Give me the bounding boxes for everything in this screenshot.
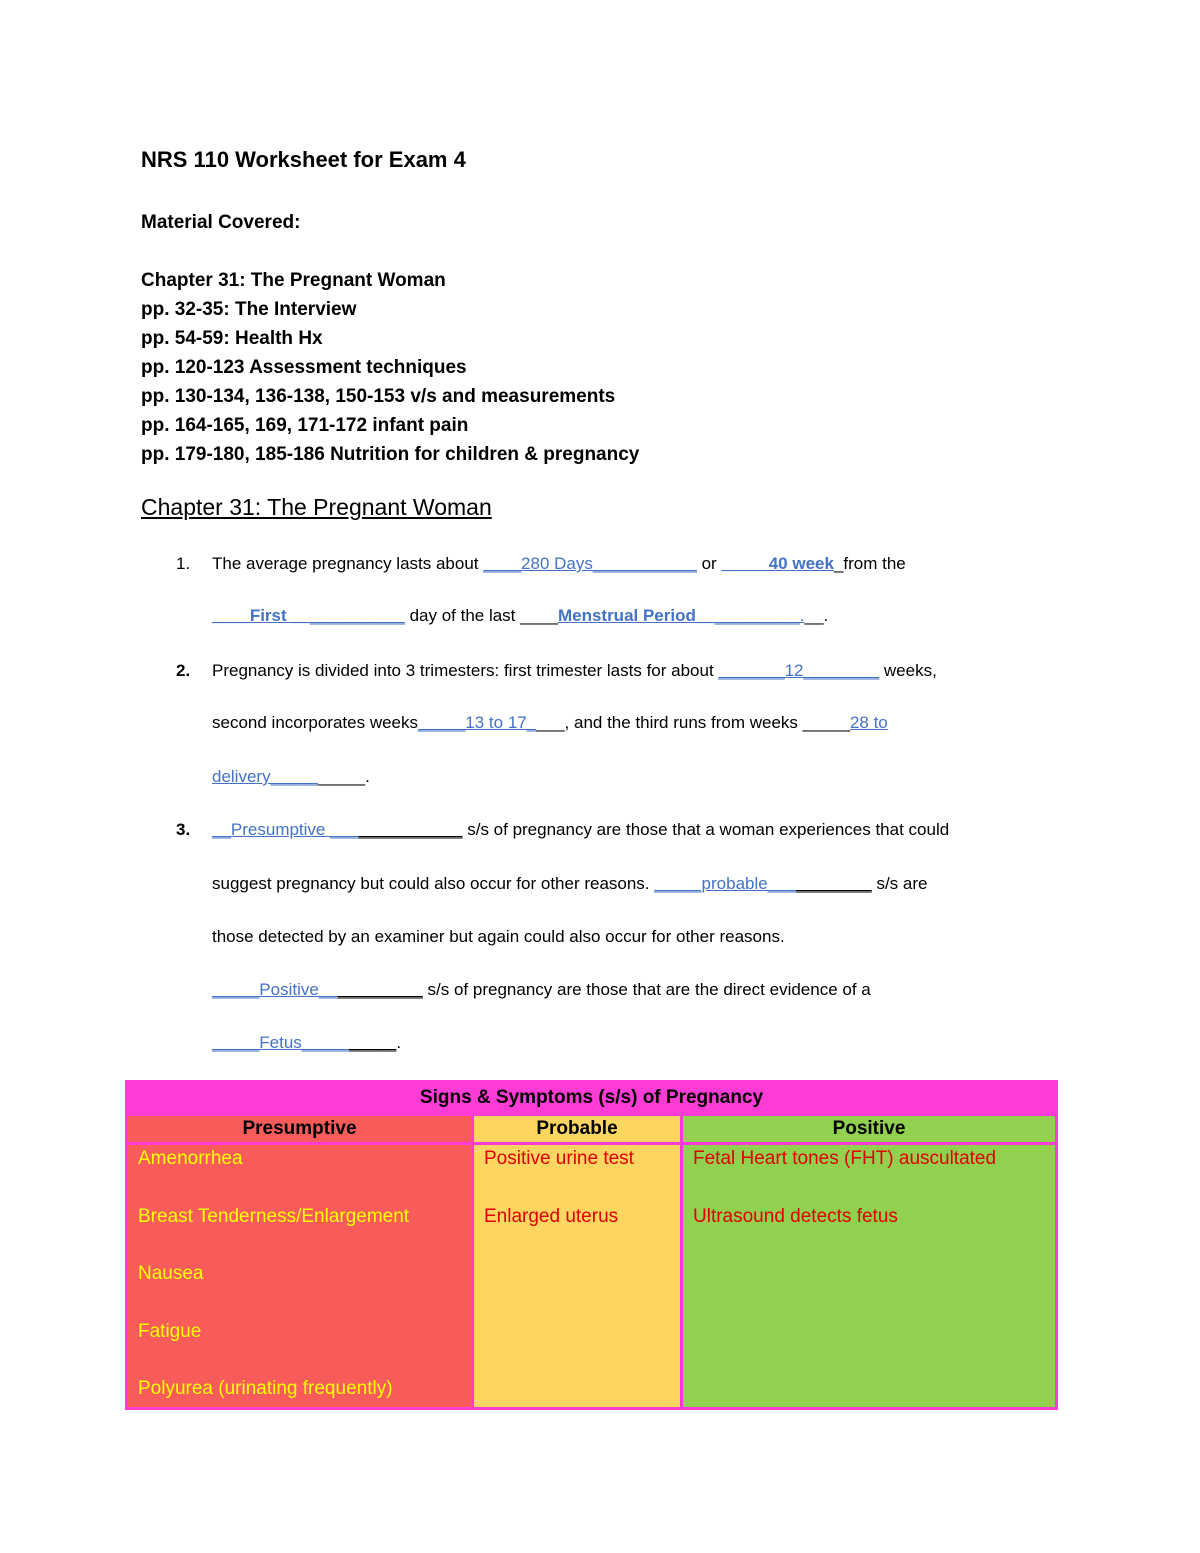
table-title: Signs & Symptoms (s/s) of Pregnancy bbox=[128, 1083, 1055, 1113]
q1-blank-line: _________. bbox=[714, 606, 805, 625]
presumptive-item: Amenorrhea bbox=[138, 1148, 243, 1169]
question-2-line-3 bbox=[212, 767, 370, 787]
q3-answer-probable: _____probable___ bbox=[654, 874, 797, 893]
q2-answer-second-trimester: _____13 to 17_ bbox=[418, 713, 537, 732]
q3-text: s/s of pregnancy are those that a woman experiences that could bbox=[462, 820, 950, 839]
q2-text: Pregnancy is divided into 3 trimesters: first trimester lasts for about bbox=[212, 661, 719, 680]
q3-blank-line: _________ bbox=[337, 980, 423, 999]
material-item: pp. 164-165, 169, 171-172 infant pain bbox=[141, 415, 469, 436]
positive-item: Ultrasound detects fetus bbox=[693, 1205, 898, 1227]
q3-text: . bbox=[396, 1033, 402, 1052]
presumptive-item: Breast Tenderness/Enlargement bbox=[138, 1205, 410, 1227]
positive-cell bbox=[683, 1145, 1055, 1407]
chapter-heading: Chapter 31: The Pregnant Woman bbox=[141, 494, 492, 520]
q1-text: _from the bbox=[833, 554, 906, 573]
material-covered-label: Material Covered: bbox=[141, 212, 301, 233]
presumptive-cell bbox=[128, 1145, 471, 1407]
q1-answer-weeks: _____40 week bbox=[721, 554, 834, 573]
q2-text: _____. bbox=[317, 767, 370, 786]
question-3-line-4 bbox=[212, 980, 871, 1000]
q1-text: The average pregnancy lasts about bbox=[212, 554, 484, 573]
q1-answer-menstrual: Menstrual Period__ bbox=[557, 606, 715, 625]
question-1-number: 1. bbox=[176, 554, 191, 573]
q2-text: ___, and the third runs from weeks _____ bbox=[536, 713, 850, 732]
question-1-line-1 bbox=[212, 554, 906, 574]
question-3-line-3: those detected by an examiner but again could also occur for other reasons. bbox=[212, 927, 785, 946]
question-2-number: 2. bbox=[176, 661, 191, 680]
question-3-line-1 bbox=[212, 820, 949, 840]
presumptive-item: Polyurea (urinating frequently) bbox=[138, 1378, 393, 1399]
material-item: pp. 54-59: Health Hx bbox=[141, 328, 323, 349]
q1-answer-days: ____280 Days___________ bbox=[483, 554, 697, 573]
q3-text: s/s of pregnancy are those that are the direct evidence of a bbox=[422, 980, 871, 999]
material-item: Chapter 31: The Pregnant Woman bbox=[141, 270, 446, 291]
q3-blank-line: ________ bbox=[796, 874, 872, 893]
q1-text: day of the last ____ bbox=[404, 606, 558, 625]
presumptive-item: Nausea bbox=[138, 1263, 204, 1284]
question-2-line-2 bbox=[212, 713, 888, 733]
q2-text: second incorporates weeks bbox=[212, 713, 419, 732]
material-item: pp. 120-123 Assessment techniques bbox=[141, 357, 467, 378]
probable-list bbox=[474, 1145, 680, 1264]
q1-blank-line: __________ bbox=[310, 606, 405, 625]
probable-item: Positive urine test bbox=[484, 1148, 634, 1169]
q3-blank-line: _____ bbox=[349, 1033, 397, 1052]
positive-list bbox=[683, 1145, 1055, 1264]
presumptive-list bbox=[128, 1145, 471, 1403]
q1-text: or bbox=[696, 554, 722, 573]
q3-answer-fetus: _____Fetus_____ bbox=[212, 1033, 350, 1052]
question-3-line-2 bbox=[212, 874, 927, 894]
question-2-line-1 bbox=[212, 661, 937, 681]
question-1-line-2 bbox=[212, 606, 828, 626]
q2-answer-third-trimester: 28 to bbox=[849, 713, 888, 732]
q3-text: s/s are bbox=[871, 874, 928, 893]
q3-answer-positive: _____Positive__ bbox=[212, 980, 338, 999]
q3-answer-presumptive: __Presumptive ___ bbox=[212, 820, 359, 839]
q2-text: weeks, bbox=[879, 661, 937, 680]
signs-symptoms-table bbox=[125, 1080, 1058, 1410]
material-covered-list bbox=[141, 268, 639, 471]
q1-answer-first: ____First __ bbox=[212, 606, 311, 625]
presumptive-item: Fatigue bbox=[138, 1320, 202, 1342]
question-3-line-5 bbox=[212, 1033, 401, 1053]
probable-item: Enlarged uterus bbox=[484, 1205, 619, 1227]
material-item: pp. 32-35: The Interview bbox=[141, 299, 357, 320]
worksheet-title: NRS 110 Worksheet for Exam 4 bbox=[141, 147, 466, 172]
probable-cell bbox=[474, 1145, 680, 1407]
q3-blank-line: ___________ bbox=[358, 820, 463, 839]
header-presumptive: Presumptive bbox=[128, 1116, 471, 1142]
q1-text: __. bbox=[804, 606, 829, 625]
q2-answer-delivery: delivery_____ bbox=[212, 767, 318, 786]
header-positive: Positive bbox=[683, 1116, 1055, 1142]
q2-answer-first-trimester: _______12________ bbox=[718, 661, 880, 680]
material-item: pp. 130-134, 136-138, 150-153 v/s and measurements bbox=[141, 386, 616, 407]
material-item: pp. 179-180, 185-186 Nutrition for children & pregnancy bbox=[141, 444, 640, 465]
positive-item: Fetal Heart tones (FHT) auscultated bbox=[693, 1148, 997, 1169]
header-probable: Probable bbox=[474, 1116, 680, 1142]
q3-text: suggest pregnancy but could also occur for other reasons. bbox=[212, 874, 655, 893]
question-3-number: 3. bbox=[176, 820, 191, 839]
